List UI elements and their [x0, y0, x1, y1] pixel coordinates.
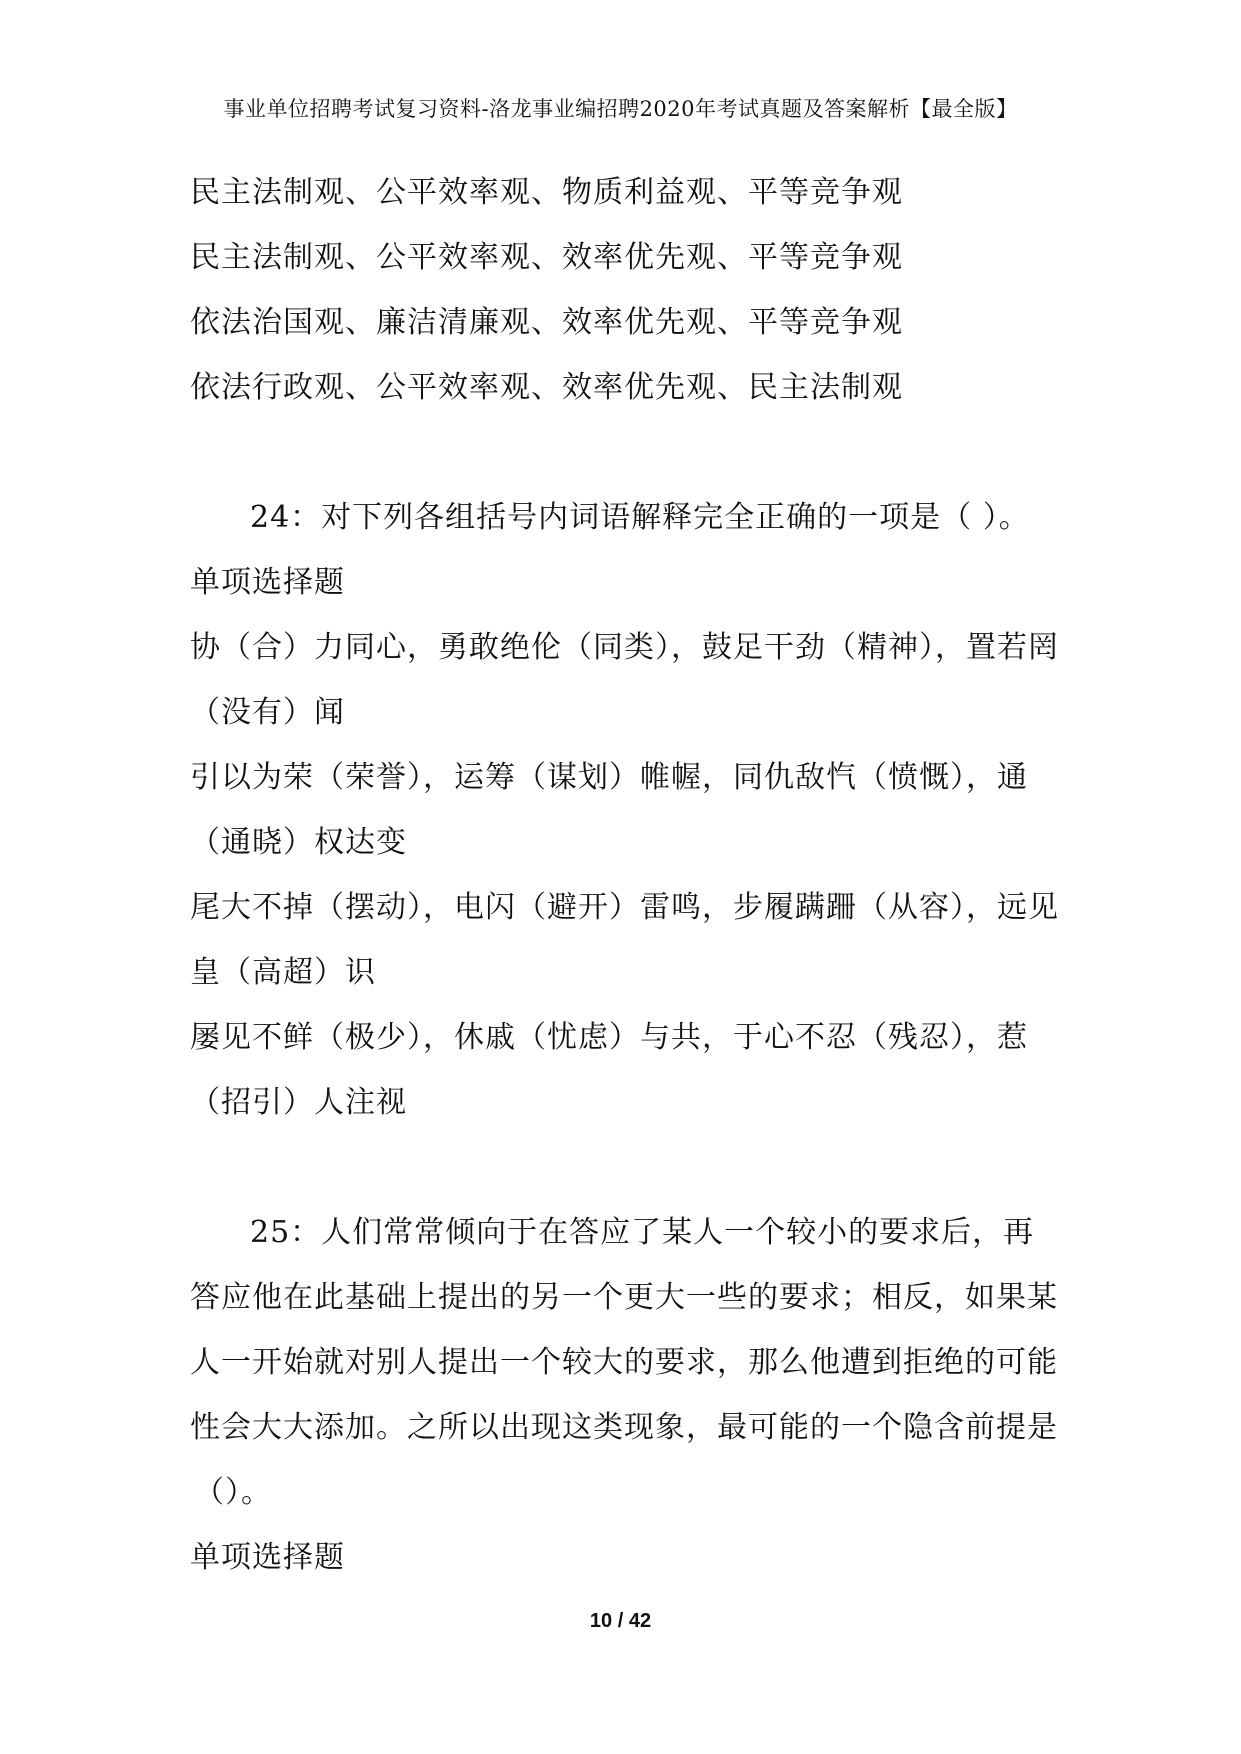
q23-option-4: 依法行政观、公平效率观、效率优先观、民主法制观 — [190, 370, 903, 405]
spacer — [190, 1135, 1060, 1200]
q24-option-1-line1: 协（合）力同心，勇敢绝伦（同类），鼓足干劲（精神），置若罔 — [190, 630, 1059, 665]
q24-option-2-line2: （通晓）权达变 — [190, 825, 407, 860]
question-24 — [190, 485, 1060, 1135]
q24-option-3-line2: 皇（高超）识 — [190, 955, 376, 990]
q23-options — [190, 160, 1060, 420]
q24-option-3-line1: 尾大不掉（摆动），电闪（避开）雷鸣，步履蹒跚（从容），远见 — [190, 890, 1059, 925]
document-header: 事业单位招聘考试复习资料-洛龙事业编招聘2020年考试真题及答案解析【最全版】 — [223, 97, 1018, 121]
q24-option-4-line1: 屡见不鲜（极少），休戚（忧虑）与共，于心不忍（残忍），惹 — [190, 1020, 1028, 1055]
q24-type: 单项选择题 — [190, 565, 345, 600]
q25-line-4: 性会大大添加。之所以出现这类现象，最可能的一个隐含前提是 — [190, 1410, 1058, 1445]
q24-option-4-line2: （招引）人注视 — [190, 1085, 407, 1120]
page-content — [190, 160, 1060, 1590]
question-25 — [190, 1200, 1060, 1590]
q25-type: 单项选择题 — [190, 1540, 345, 1575]
q25-line-1: 25：人们常常倾向于在答应了某人一个较小的要求后，再 — [250, 1215, 1035, 1250]
q24-option-2-line1: 引以为荣（荣誉），运筹（谋划）帷幄，同仇敌忾（愤慨），通 — [190, 760, 1028, 795]
page-number: 10 / 42 — [589, 1610, 652, 1632]
q23-option-1: 民主法制观、公平效率观、物质利益观、平等竞争观 — [190, 175, 903, 210]
q24-question: 24：对下列各组括号内词语解释完全正确的一项是（ ）。 — [250, 500, 1030, 535]
q25-line-3: 人一开始就对别人提出一个较大的要求，那么他遭到拒绝的可能 — [190, 1345, 1058, 1380]
spacer — [190, 420, 1060, 485]
q23-option-3: 依法治国观、廉洁清廉观、效率优先观、平等竞争观 — [190, 305, 903, 340]
q23-option-2: 民主法制观、公平效率观、效率优先观、平等竞争观 — [190, 240, 903, 275]
q25-line-5: （）。 — [194, 1475, 272, 1510]
q24-option-1-line2: （没有）闻 — [190, 695, 345, 730]
q25-line-2: 答应他在此基础上提出的另一个更大一些的要求；相反，如果某 — [190, 1280, 1058, 1315]
